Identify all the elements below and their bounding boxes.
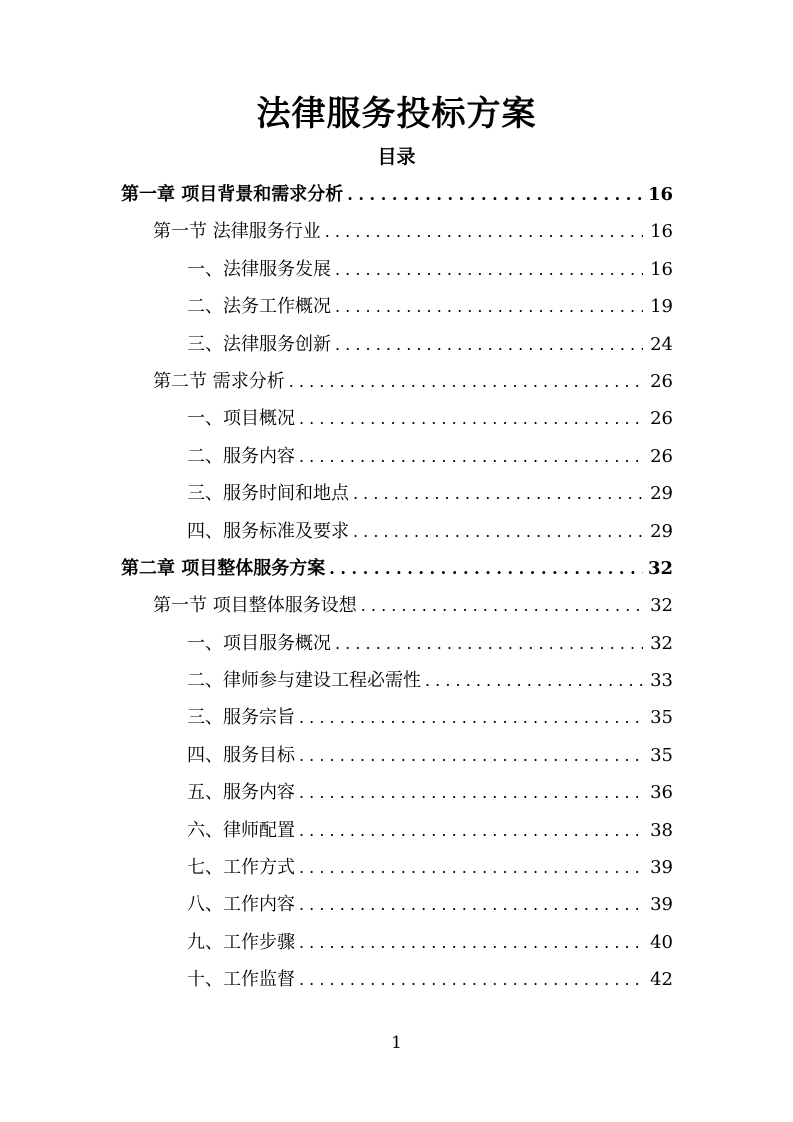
toc-entry-page-number: 38 <box>650 819 673 841</box>
toc-entry-page-number: 29 <box>650 483 673 505</box>
toc-entry-label: 三、服务时间和地点 <box>187 483 349 505</box>
toc-dot-leader <box>335 625 643 662</box>
toc-entry-subsection[interactable] <box>121 400 673 437</box>
toc-entry-page-number: 32 <box>650 632 673 654</box>
toc-entry-label: 第二节 需求分析 <box>153 370 285 392</box>
toc-dot-leader <box>299 886 643 923</box>
document-title: 法律服务投标方案 <box>256 94 537 134</box>
toc-entry-label: 第二章 项目整体服务方案 <box>121 557 326 579</box>
toc-entry-subsection[interactable] <box>121 812 673 849</box>
toc-entry-page-number: 35 <box>650 707 673 729</box>
toc-dot-leader <box>361 587 643 624</box>
toc-entry-page-number: 33 <box>650 670 673 692</box>
toc-entry-label: 一、法律服务发展 <box>187 258 331 280</box>
toc-entry-label: 二、法务工作概况 <box>187 296 331 318</box>
toc-entry-subsection[interactable] <box>121 513 673 550</box>
toc-entry-page-number: 32 <box>647 557 673 579</box>
toc-entry-subsection[interactable] <box>121 251 673 288</box>
toc-entry-page-number: 36 <box>650 782 673 804</box>
toc-entry-section[interactable] <box>121 363 673 400</box>
toc-entry-page-number: 26 <box>650 408 673 430</box>
toc-entry-page-number: 19 <box>650 296 673 318</box>
toc-entry-label: 五、服务内容 <box>187 782 295 804</box>
toc-dot-leader <box>347 176 643 213</box>
toc-dot-leader <box>299 400 643 437</box>
toc-entry-page-number: 26 <box>650 370 673 392</box>
toc-entry-label: 四、服务标准及要求 <box>187 520 349 542</box>
toc-entry-page-number: 42 <box>650 969 673 991</box>
toc-entry-label: 六、律师配置 <box>187 819 295 841</box>
toc-entry-subsection[interactable] <box>121 288 673 325</box>
toc-entry-label: 一、项目概况 <box>187 408 295 430</box>
toc-entry-subsection[interactable] <box>121 625 673 662</box>
toc-dot-leader <box>299 699 643 736</box>
toc-dot-leader <box>335 326 643 363</box>
toc-entry-page-number: 16 <box>650 221 673 243</box>
toc-entry-subsection[interactable] <box>121 774 673 811</box>
toc-dot-leader <box>325 213 643 250</box>
toc-dot-leader <box>425 662 643 699</box>
toc-entry-subsection[interactable] <box>121 326 673 363</box>
toc-entry-label: 第一章 项目背景和需求分析 <box>121 184 344 205</box>
toc-dot-leader <box>289 363 643 400</box>
toc-heading: 目录 <box>377 146 416 168</box>
toc-entry-chapter[interactable] <box>121 550 673 587</box>
toc-entry-page-number: 16 <box>647 184 673 205</box>
toc-entry-subsection[interactable] <box>121 737 673 774</box>
toc-entry-subsection[interactable] <box>121 662 673 699</box>
toc-entry-label: 四、服务目标 <box>187 744 295 766</box>
toc-entry-label: 八、工作内容 <box>187 894 295 916</box>
toc-dot-leader <box>335 251 643 288</box>
toc-entry-section[interactable] <box>121 213 673 250</box>
toc-entry-subsection[interactable] <box>121 961 673 998</box>
toc-entry-label: 第一节 法律服务行业 <box>153 221 321 243</box>
toc-dot-leader <box>299 924 643 961</box>
toc-entry-label: 九、工作步骤 <box>187 931 295 953</box>
toc-dot-leader <box>353 513 643 550</box>
toc-entry-page-number: 16 <box>650 258 673 280</box>
toc-entry-label: 二、律师参与建设工程必需性 <box>187 670 421 692</box>
toc-entry-subsection[interactable] <box>121 475 673 512</box>
toc-entry-subsection[interactable] <box>121 849 673 886</box>
toc-dot-leader <box>329 550 643 587</box>
toc-entry-label: 二、服务内容 <box>187 445 295 467</box>
toc-dot-leader <box>335 288 643 325</box>
toc-entry-subsection[interactable] <box>121 699 673 736</box>
toc-entry-label: 三、服务宗旨 <box>187 707 295 729</box>
toc-dot-leader <box>299 812 643 849</box>
toc-entry-label: 七、工作方式 <box>187 857 295 879</box>
table-of-contents <box>121 176 673 999</box>
toc-entry-label: 一、项目服务概况 <box>187 632 331 654</box>
toc-entry-label: 第一节 项目整体服务设想 <box>153 595 357 617</box>
toc-entry-page-number: 24 <box>650 333 673 355</box>
toc-entry-page-number: 40 <box>650 931 673 953</box>
toc-dot-leader <box>299 438 643 475</box>
toc-dot-leader <box>299 961 643 998</box>
toc-entry-label: 三、法律服务创新 <box>187 333 331 355</box>
toc-dot-leader <box>299 774 643 811</box>
toc-entry-page-number: 39 <box>650 857 673 879</box>
toc-entry-page-number: 29 <box>650 520 673 542</box>
toc-entry-page-number: 35 <box>650 744 673 766</box>
toc-entry-subsection[interactable] <box>121 924 673 961</box>
toc-entry-page-number: 39 <box>650 894 673 916</box>
toc-entry-subsection[interactable] <box>121 886 673 923</box>
toc-dot-leader <box>353 475 643 512</box>
page-number: 1 <box>391 1033 402 1053</box>
toc-entry-label: 十、工作监督 <box>187 969 295 991</box>
toc-entry-chapter[interactable] <box>121 176 673 213</box>
toc-entry-page-number: 32 <box>650 595 673 617</box>
toc-dot-leader <box>299 737 643 774</box>
toc-entry-page-number: 26 <box>650 445 673 467</box>
toc-dot-leader <box>299 849 643 886</box>
toc-entry-section[interactable] <box>121 587 673 624</box>
toc-entry-subsection[interactable] <box>121 438 673 475</box>
